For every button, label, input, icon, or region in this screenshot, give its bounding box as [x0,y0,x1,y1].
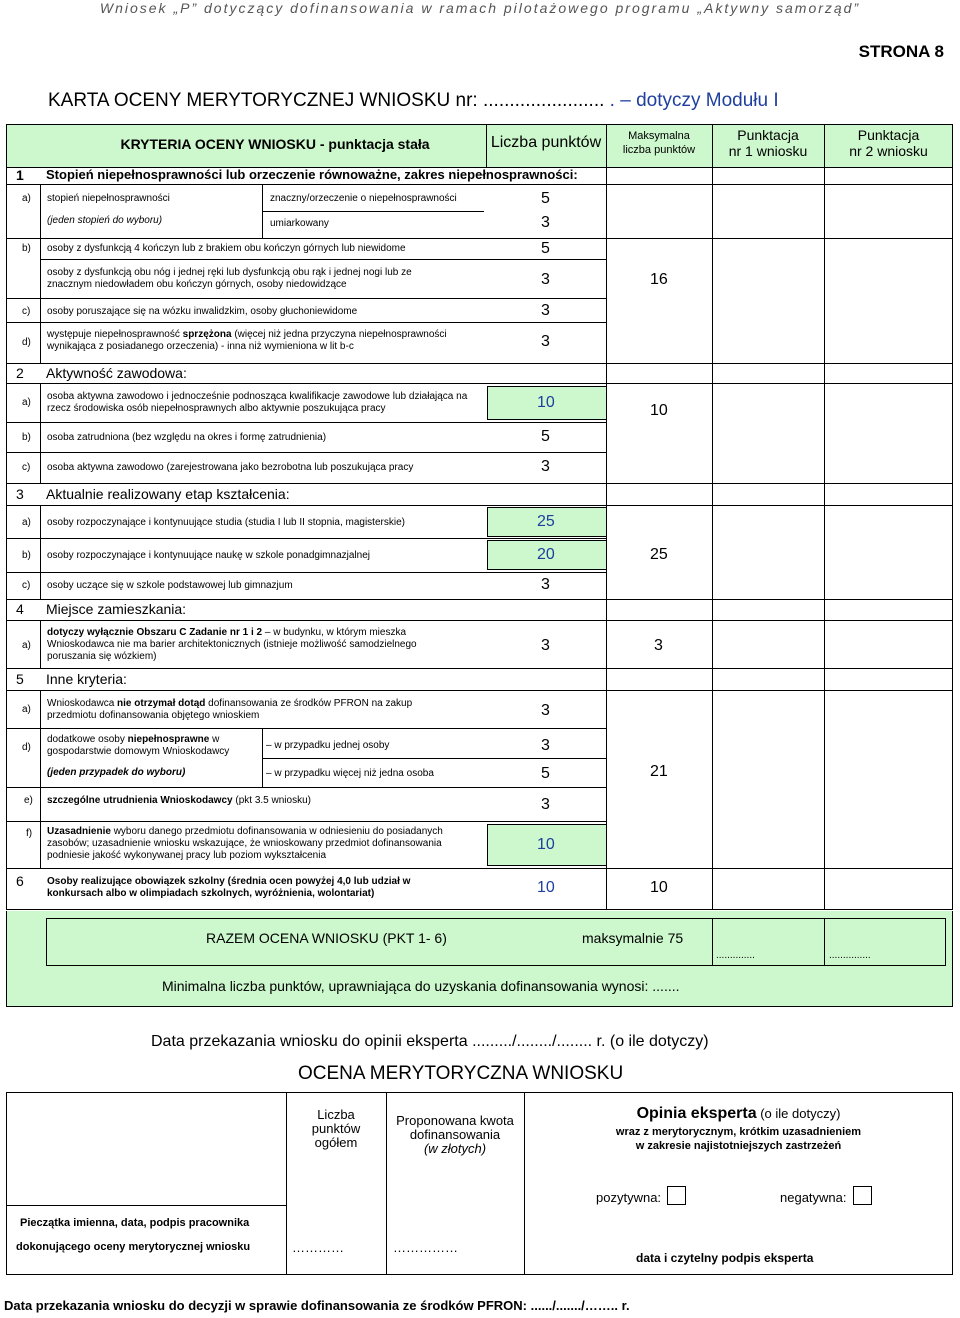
s1-a-label: stopień niepełnosprawności [47,193,170,204]
s1-a-points-2: 3 [541,214,550,231]
total-score-2: ............... [829,950,871,961]
s1-a-option-2: umiarkowany [270,218,329,229]
evaluation-title: OCENA MERYTORYCZNA WNIOSKU [298,1063,624,1084]
s1-b-points: 5 [541,240,550,257]
s6-max-points: 10 [650,879,668,896]
s1-d-points: 3 [541,333,550,350]
decision-date: Data przekazania wniosku do decyzji w sprawie dofinansowania ze środków PFRON: ....../......./…….. r. [4,1298,630,1313]
s5-d-option-2: – w przypadku więcej niż jedna osoba [266,768,434,779]
s5-d-points-1: 3 [541,737,550,754]
s4-max-points: 3 [654,637,663,654]
s1-max-points: 16 [650,271,668,288]
section-3-number: 3 [16,486,24,502]
section-5-number: 5 [16,671,24,687]
s3-c-points: 3 [541,576,550,593]
s5-max-points: 21 [650,763,668,780]
section-1-title: Stopień niepełnosprawności lub orzeczenie równoważne, zakres niepełnosprawności: [46,167,578,182]
s5-f-text: Uzasadnienie wyboru danego przedmiotu dofinansowania w odniesieniu do posiadanych zasobów; uzasadnienie wniosku wskazujące, że wnioskowany przedmiot dofinansowania podniesie jakość wykonywanej pracy lub poziom wykształcenia [47,826,443,861]
s5-f-points: 10 [537,836,555,853]
section-6-number: 6 [16,873,24,889]
s1-b2-points: 3 [541,271,550,288]
s1-b2-text: osoby z dysfunkcją obu nóg i jednej ręki lub dysfunkcją obu rąk i jednej nogi lub ze znacznym niedowładem obu kończyn górnych, osoby niedowidzące [47,267,412,290]
expert-signature: data i czytelny podpis eksperta [636,1251,814,1265]
s5-a-points: 3 [541,702,550,719]
section-1-number: 1 [16,167,24,183]
eval-points-dots: ………… [292,1240,344,1255]
s3-a-text: osoby rozpoczynające i kontynuujące studia (studia I lub II stopnia, magisterskie) [47,517,405,528]
s5-e-text: szczególne utrudnienia Wnioskodawcy (pkt 3.5 wniosku) [47,795,311,806]
section-2-number: 2 [16,365,24,381]
s1-a-note: (jeden stopień do wyboru) [47,215,163,226]
s2-b-points: 5 [541,428,550,445]
s5-d-note: (jeden przypadek do wyboru) [47,767,186,778]
header-points: Liczba punktów [490,134,602,151]
min-points: Minimalna liczba punktów, uprawniająca do uzyskania dofinansowania wynosi: ....... [162,978,680,994]
s3-a-points: 25 [537,513,555,530]
s1-c-points: 3 [541,302,550,319]
s5-e-points: 3 [541,796,550,813]
eval-total-points: Liczba punktów ogółem [311,1107,361,1150]
s5-d-option-1: – w przypadku jednej osoby [266,740,390,751]
eval-expert-sub-2: w zakresie najistotniejszych zastrzeżeń [635,1140,842,1152]
s1-a-option-1: znaczny/orzeczenie o niepełnosprawności [270,193,457,204]
s3-b-points: 20 [537,546,555,563]
s2-b-text: osoba zatrudniona (bez względu na okres i formę zatrudnienia) [47,432,327,443]
s2-a-points: 10 [537,394,555,411]
section-5-title: Inne kryteria: [46,671,127,687]
form-title-main: KARTA OCENY MERYTORYCZNEJ WNIOSKU nr: ....................... [48,90,605,111]
section-2-title: Aktywność zawodowa: [46,365,187,381]
eval-amount-dots: …………… [393,1240,458,1255]
opinion-positive: pozytywna: [596,1186,686,1205]
s2-a-text: osoba aktywna zawodowo i jednocześnie podnosząca kwalifikacje zawodowe lub działająca na rzecz środowiska osób niepełnosprawnych albo aktywnie poszukująca pracy [47,391,468,414]
s5-d-text: dodatkowe osoby niepełnosprawne w gospodarstwie domowym Wnioskodawcy [47,734,230,757]
negative-checkbox[interactable] [853,1186,872,1205]
header-criteria: KRYTERIA OCENY WNIOSKU - punktacja stała [120,136,430,152]
s4-a-text: dotyczy wyłącznie Obszaru C Zadanie nr 1 i 2 – w budynku, w którym mieszka Wnioskodawca nie ma barier architektonicznych (istnieje możliwość samodzielnego poruszania się wózkiem) [47,627,417,662]
stamp-line-2: dokonującego oceny merytorycznej wniosku [16,1241,251,1253]
section-4-number: 4 [16,601,24,617]
eval-expert-opinion: Opinia eksperta (o ile dotyczy) [636,1105,841,1122]
total-box [46,918,946,966]
s1-b-text: osoby z dysfunkcją 4 kończyn lub z brakiem obu kończyn górnych lub niewidome [47,243,406,254]
s1-a-points-1: 5 [541,190,550,207]
form-title-module: dotyczy Modułu I [636,90,779,111]
header-score-2: Punktacja nr 2 wniosku [849,127,928,159]
document-header: Wniosek „P” dotyczący dofinansowania w ramach pilotażowego programu „Aktywny samorząd” [99,0,861,16]
header-max: Maksymalna liczba punktów [622,130,696,156]
total-score-1: .............. [716,950,755,961]
total-max: maksymalnie 75 [582,930,684,946]
s2-max-points: 10 [650,402,668,419]
s3-b-text: osoby rozpoczynające i kontynuujące naukę w szkole ponadgimnazjalnej [47,550,370,561]
total-label: RAZEM OCENA WNIOSKU (PKT 1- 6) [206,930,447,946]
stamp-line-1: Pieczątka imienna, data, podpis pracownika [20,1217,250,1229]
s5-a-text: Wnioskodawca nie otrzymał dotąd dofinansowania ze środków PFRON na zakup przedmiotu dofinansowania objętego wnioskiem [47,698,413,721]
s1-d-text: występuje niepełnosprawność sprzężona (więcej niż jedna przyczyna niepełnosprawności wynikająca z posiadanego orzeczenia) - inna niż wymieniona w lit b-c [47,329,447,352]
s6-text: Osoby realizujące obowiązek szkolny (średnia ocen powyżej 4,0 lub udział w konkursach albo w olimpiadach szkolnych, wyróżnienia, wolontariat) [47,876,411,899]
s1-c-text: osoby poruszające się na wózku inwalidzkim, osoby głuchoniewidome [47,306,358,317]
positive-checkbox[interactable] [667,1186,686,1205]
s3-max-points: 25 [650,546,668,563]
section-4-title: Miejsce zamieszkania: [46,601,187,617]
page-number: STRONA 8 [858,42,944,61]
s4-a-points: 3 [541,637,550,654]
s5-d-points-2: 5 [541,765,550,782]
header-score-1: Punktacja nr 1 wniosku [728,127,808,159]
section-3-title: Aktualnie realizowany etap kształcenia: [46,486,290,502]
eval-expert-sub-1: wraz z merytorycznym, krótkim uzasadnieniem [615,1126,862,1138]
s2-c-points: 3 [541,458,550,475]
form-title [48,90,779,112]
s2-c-text: osoba aktywna zawodowo (zarejestrowana jako bezrobotna lub poszukująca pracy [47,462,414,473]
form-title-dots: . – [609,90,637,111]
eval-proposed-amount: Proponowana kwota dofinansowania (w złotych) [396,1113,514,1156]
opinion-negative: negatywna: [780,1186,872,1205]
transfer-date: Data przekazania wniosku do opinii eksperta ........./......../........ r. (o ile dotyczy) [151,1033,709,1050]
s3-c-text: osoby uczące się w szkole podstawowej lub gimnazjum [47,580,293,591]
s6-points: 10 [537,879,555,896]
